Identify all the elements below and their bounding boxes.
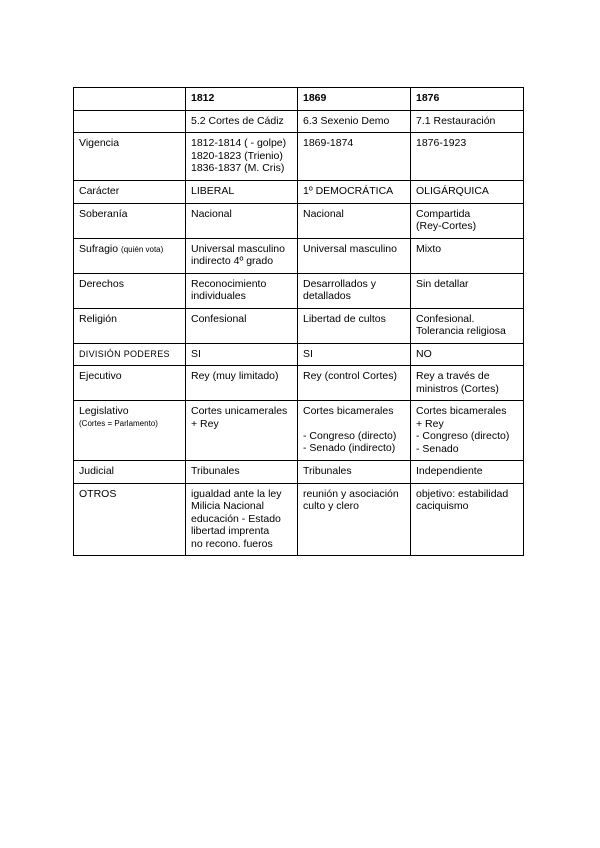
- cell-line: detallados: [303, 290, 351, 302]
- cell-line: - Congreso (directo): [416, 430, 510, 442]
- table-cell: Rey (control Cortes): [298, 366, 411, 401]
- header-cell-1869: 1869: [298, 88, 411, 111]
- table-cell: [186, 273, 298, 308]
- cell-line: no recono. fueros: [191, 537, 273, 550]
- cell-line: indirecto 4º grado: [191, 255, 274, 267]
- table-cell: [298, 273, 411, 308]
- cell-line: individuales: [191, 290, 246, 302]
- cell-line: culto y clero: [303, 500, 360, 512]
- table-cell: Rey (muy limitado): [186, 366, 298, 401]
- cell-line: - Congreso (directo): [303, 429, 397, 442]
- table-cell: [411, 308, 524, 343]
- cell-line: libertad imprenta: [191, 525, 270, 537]
- table-row-ejecutivo: [74, 366, 524, 401]
- comparison-table: [73, 87, 524, 556]
- row-label-note: (quién vota): [121, 244, 164, 254]
- row-label: Carácter: [74, 181, 186, 204]
- header-cell-1876: 1876: [411, 88, 524, 111]
- table-row-sufragio: [74, 238, 524, 273]
- table-cell: SI: [186, 343, 298, 366]
- table-row-division: [74, 343, 524, 366]
- table-row-caracter: [74, 181, 524, 204]
- table-cell: [186, 238, 298, 273]
- cell-line: educación - Estado: [191, 512, 281, 525]
- subheader-cell: 6.3 Sexenio Demo: [298, 110, 411, 133]
- row-label-text: Sufragio: [79, 242, 119, 255]
- table-cell: LIBERAL: [186, 181, 298, 204]
- table-header-row: [74, 88, 524, 111]
- cell-line: Desarrollados y: [303, 277, 376, 290]
- table-cell: [298, 401, 411, 461]
- cell-line: 1820-1823 (Trienio): [191, 149, 283, 162]
- subheader-cell: 5.2 Cortes de Cádiz: [186, 110, 298, 133]
- table-row-legislativo: [74, 401, 524, 461]
- row-label: Ejecutivo: [74, 366, 186, 401]
- header-cell-blank: [74, 88, 186, 111]
- cell-line: Milicia Nacional: [191, 500, 264, 512]
- table-cell: Tribunales: [186, 461, 298, 484]
- header-cell-1812: 1812: [186, 88, 298, 111]
- row-label: Judicial: [74, 461, 186, 484]
- row-label: Vigencia: [74, 133, 186, 181]
- table-cell: Universal masculino: [298, 238, 411, 273]
- cell-line: Cortes bicamerales: [416, 405, 507, 417]
- table-row-soberania: [74, 203, 524, 238]
- cell-line: (Rey-Cortes): [416, 220, 477, 232]
- table-cell: [411, 483, 524, 556]
- table-cell: 1876-1923: [411, 133, 524, 181]
- cell-line: + Rey: [191, 417, 219, 430]
- row-label: DIVISIÓN PODERES: [74, 343, 186, 366]
- table-cell: Sin detallar: [411, 273, 524, 308]
- cell-line: - Senado: [416, 442, 459, 455]
- row-label: Religión: [74, 308, 186, 343]
- subheader-cell-blank: [74, 110, 186, 133]
- table-cell: [186, 133, 298, 181]
- table-cell: 1º DEMOCRÁTICA: [298, 181, 411, 204]
- table-row-subheader: [74, 110, 524, 133]
- cell-line: Compartida: [416, 207, 471, 220]
- row-label: [74, 401, 186, 461]
- table-row-derechos: [74, 273, 524, 308]
- row-label-text: Legislativo: [79, 405, 129, 417]
- table-cell: 1869-1874: [298, 133, 411, 181]
- table-row-vigencia: [74, 133, 524, 181]
- cell-line: + Rey: [416, 417, 444, 430]
- cell-line: ministros (Cortes): [416, 382, 499, 395]
- cell-line: caciquismo: [416, 500, 469, 512]
- cell-line: Confesional.: [416, 312, 475, 325]
- cell-line: Rey a través de: [416, 370, 490, 382]
- table-cell: [411, 401, 524, 461]
- cell-line: igualdad ante la ley: [191, 487, 282, 500]
- cell-line: 1812-1814 ( - golpe): [191, 137, 287, 149]
- table-cell: [411, 203, 524, 238]
- table-row-judicial: [74, 461, 524, 484]
- cell-line: reunión y asociación: [303, 487, 399, 500]
- row-label: OTROS: [74, 483, 186, 556]
- table-row-otros: [74, 483, 524, 556]
- cell-line: Reconocimiento: [191, 277, 267, 290]
- table-cell: Mixto: [411, 238, 524, 273]
- cell-line: Tolerancia religiosa: [416, 325, 506, 337]
- row-label: Derechos: [74, 273, 186, 308]
- cell-line: - Senado (indirecto): [303, 442, 396, 454]
- table-cell: NO: [411, 343, 524, 366]
- row-label-note: (Cortes = Parlamento): [79, 418, 158, 428]
- table-cell: Nacional: [298, 203, 411, 238]
- row-label: [74, 238, 186, 273]
- table-cell: [298, 483, 411, 556]
- row-label: Soberanía: [74, 203, 186, 238]
- table-cell: [186, 483, 298, 556]
- table-cell: [186, 401, 298, 461]
- table-cell: Independiente: [411, 461, 524, 484]
- cell-line: Cortes bicamerales: [303, 405, 394, 417]
- cell-line: 1836-1837 (M. Cris): [191, 162, 285, 174]
- cell-line: Cortes unicamerales: [191, 405, 288, 417]
- table-cell: OLIGÁRQUICA: [411, 181, 524, 204]
- table-cell: Tribunales: [298, 461, 411, 484]
- table-cell: [411, 366, 524, 401]
- cell-line: Universal masculino: [191, 242, 285, 255]
- table-row-religion: [74, 308, 524, 343]
- table-cell: Confesional: [186, 308, 298, 343]
- table-cell: SI: [298, 343, 411, 366]
- table-cell: Libertad de cultos: [298, 308, 411, 343]
- subheader-cell: 7.1 Restauración: [411, 110, 524, 133]
- table-cell: Nacional: [186, 203, 298, 238]
- cell-line: objetivo: estabilidad: [416, 487, 509, 500]
- cell-gap: [303, 418, 405, 430]
